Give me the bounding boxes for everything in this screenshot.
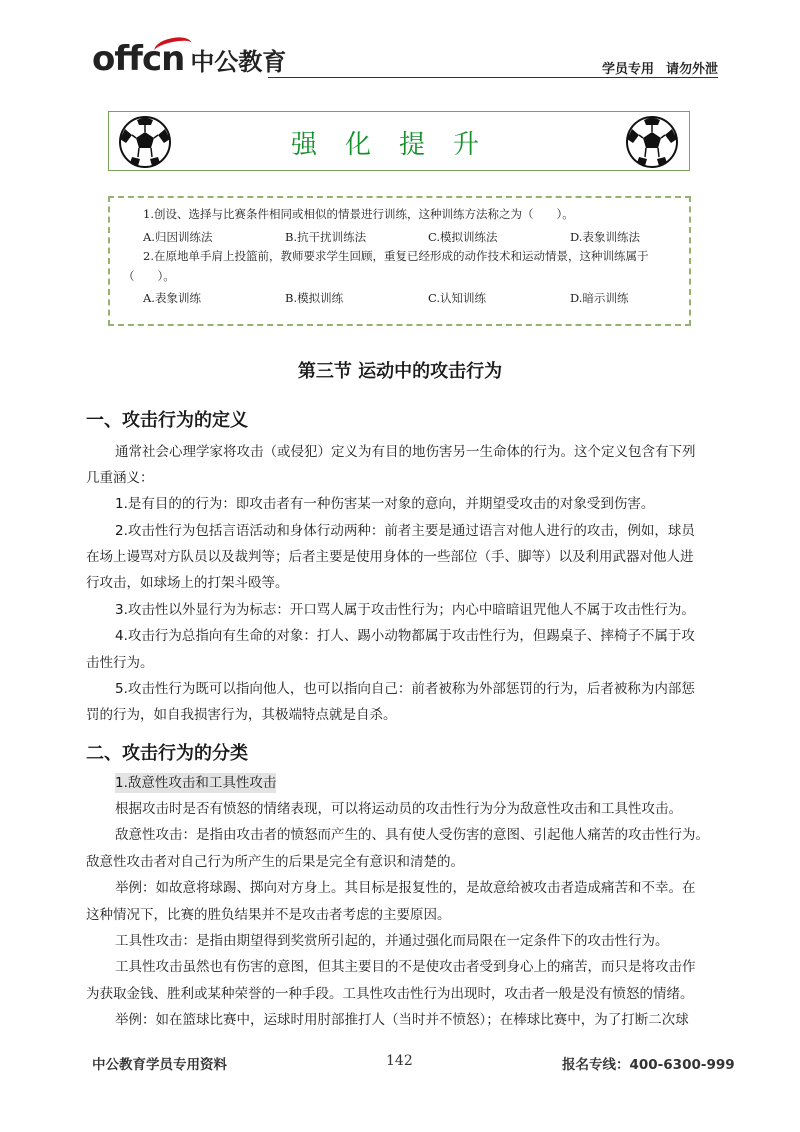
q2-option-b: B.模拟训练 bbox=[285, 291, 344, 305]
notice-no-leak: 请勿外泄 bbox=[665, 62, 718, 77]
q2-option-a: A.表象训练 bbox=[143, 291, 201, 305]
footer-hotline: 报名专线：400-6300-999 bbox=[562, 1057, 735, 1073]
header-divider bbox=[268, 77, 718, 78]
paragraph-line: 工具性攻击虽然也有伤害的意图，但其主要目的不是使攻击者受到身心上的痛苦，而只是将攻击作 bbox=[115, 959, 696, 975]
paragraph-line: 工具性攻击：是指由期望得到奖赏所引起的，并通过强化而局限在一定条件下的攻击性行为。 bbox=[115, 933, 669, 949]
paragraph-line: 行攻击，如球场上的打架斗殴等。 bbox=[86, 575, 289, 591]
paragraph-line: 在场上谩骂对方队员以及裁判等；后者主要是使用身体的一些部位（手、脚等）以及利用武器对他人进 bbox=[86, 549, 694, 565]
header-notice bbox=[560, 58, 718, 77]
q1-option-b: B.抗干扰训练法 bbox=[285, 230, 367, 244]
paragraph-line: 为获取金钱、胜利或某种荣誉的一种手段。工具性攻击性行为出现时，攻击者一般是没有愤怒的情绪。 bbox=[86, 986, 694, 1002]
section-title: 第三节 运动中的攻击行为 bbox=[297, 361, 503, 382]
q2-option-c: C.认知训练 bbox=[428, 291, 487, 305]
part1-heading: 一、攻击行为的定义 bbox=[86, 410, 248, 431]
paragraph-line: 4.攻击行为总指向有生命的对象：打人、踢小动物都属于攻击性行为，但踢桌子、摔椅子不属于攻 bbox=[115, 628, 695, 644]
logo-cn-text: 中公教育 bbox=[190, 47, 287, 76]
paragraph-line: 敌意性攻击：是指由攻击者的愤怒而产生的、具有使人受伤害的意图、引起他人痛苦的攻击性行为。 bbox=[115, 827, 709, 843]
q1-option-d: D.表象训练法 bbox=[570, 230, 640, 244]
q1-option-a: A.归因训练法 bbox=[143, 230, 213, 244]
page-number: 142 bbox=[386, 1053, 413, 1069]
paragraph-line: 根据攻击时是否有愤怒的情绪表现，可以将运动员的攻击性行为分为敌意性攻击和工具性攻击。 bbox=[115, 801, 682, 817]
question-2-line2: （ ）。 bbox=[123, 269, 175, 283]
paragraph-line: 击性行为。 bbox=[86, 655, 154, 671]
paragraph-line: 敌意性攻击者对自己行为所产生的后果是完全有意识和清楚的。 bbox=[86, 854, 464, 870]
paragraph-line: 这种情况下，比赛的胜负结果并不是攻击者考虑的主要原因。 bbox=[86, 907, 451, 923]
question-1: 1.创设、选择与比赛条件相同或相似的情景进行训练，这种训练方法称之为（ ）。 bbox=[143, 207, 574, 221]
notice-student-only: 学员专用 bbox=[601, 62, 654, 77]
q2-option-d: D.暗示训练 bbox=[570, 291, 629, 305]
paragraph-line: 通常社会心理学家将攻击（或侵犯）定义为有目的地伤害另一生命体的行为。这个定义包含有下列 bbox=[115, 444, 696, 460]
part2-subheading: 1.敌意性攻击和工具性攻击 bbox=[115, 775, 277, 791]
q1-option-c: C.模拟训练法 bbox=[428, 230, 498, 244]
paragraph-line: 1.是有目的的行为：即攻击者有一种伤害某一对象的意向，并期望受攻击的对象受到伤害。 bbox=[115, 496, 655, 512]
paragraph-line: 几重涵义： bbox=[86, 470, 154, 486]
paragraph-line: 5.攻击性行为既可以指向他人，也可以指向自己：前者被称为外部惩罚的行为，后者被称为内部惩 bbox=[115, 681, 695, 697]
offcn-logo bbox=[92, 40, 286, 78]
paragraph-line: 举例：如在篮球比赛中，运球时用肘部推打人（当时并不愤怒）；在棒球比赛中，为了打断二次球 bbox=[115, 1012, 689, 1028]
logo-text: offcn bbox=[92, 39, 185, 79]
question-2-line1: 2.在原地单手肩上投篮前，教师要求学生回顾，重复已经形成的动作技术和运动情景，这种训练属于 bbox=[143, 249, 649, 263]
paragraph-line: 罚的行为，如自我损害行为，其极端特点就是自杀。 bbox=[86, 707, 397, 723]
part2-heading: 二、攻击行为的分类 bbox=[86, 743, 248, 764]
paragraph-line: 举例：如故意将球踢、掷向对方身上。其目标是报复性的，是故意给被攻击者造成痛苦和不幸。在 bbox=[115, 880, 696, 896]
paragraph-line: 2.攻击性行为包括言语活动和身体行动两种：前者主要是通过语言对他人进行的攻击，例如，球员 bbox=[115, 523, 695, 539]
banner-title: 强化提升 bbox=[290, 130, 507, 160]
footer-left-text: 中公教育学员专用资料 bbox=[92, 1057, 227, 1073]
paragraph-line: 3.攻击性以外显行为为标志：开口骂人属于攻击性行为；内心中暗暗诅咒他人不属于攻击性行为。 bbox=[115, 602, 695, 618]
